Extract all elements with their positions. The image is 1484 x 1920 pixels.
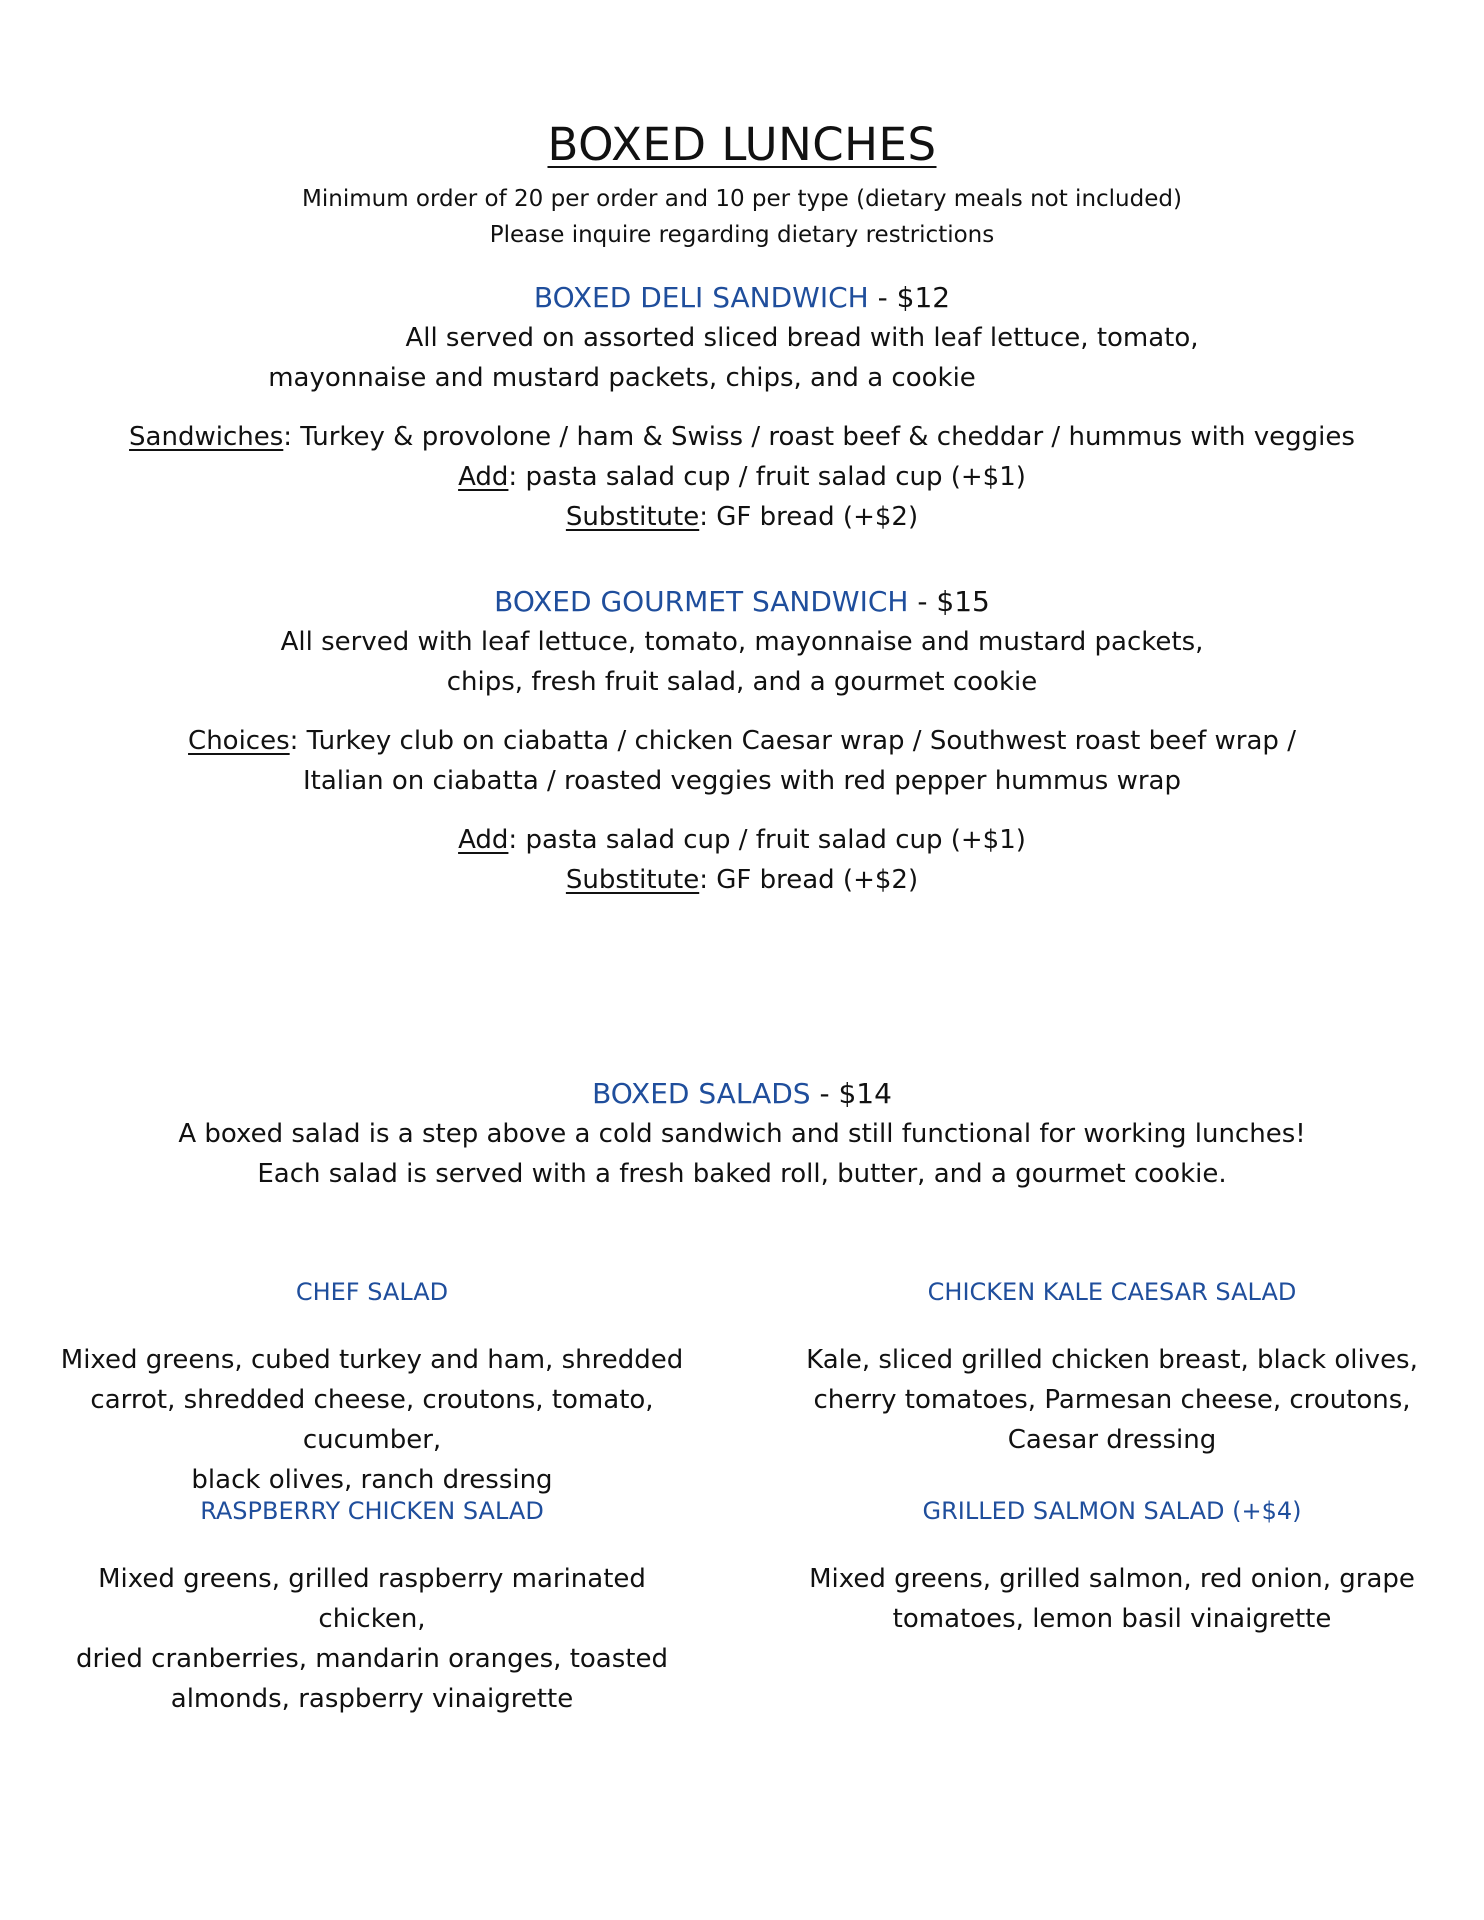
salad-description: [782, 1340, 1442, 1460]
gourmet-substitute-label: Substitute: [565, 865, 700, 895]
deli-price: - $12: [868, 281, 951, 314]
deli-description-line-2: mayonnaise and mustard packets, chips, and a cookie: [268, 363, 976, 393]
salad-description-line: Kale, sliced grilled chicken breast, black olives,: [806, 1345, 1418, 1375]
salads-price: - $14: [810, 1077, 892, 1110]
gourmet-choices-line-1: [0, 721, 1484, 761]
deli-substitute-text: : GF bread (+$2): [699, 502, 919, 532]
salad-item-chicken-kale-caesar: [782, 1278, 1442, 1460]
deli-substitute-line: [0, 497, 1484, 537]
choices-label: Choices: [188, 726, 290, 756]
deli-description-line-1: All served on assorted sliced bread with leaf lettuce, tomato,: [405, 323, 1199, 353]
salad-title: CHICKEN KALE CAESAR SALAD: [927, 1278, 1297, 1306]
salad-description: [42, 1559, 702, 1719]
gourmet-substitute-line: [0, 860, 1484, 900]
salad-title: CHEF SALAD: [295, 1278, 449, 1306]
gourmet-section-heading: [0, 585, 1484, 618]
salads-description-line-1: A boxed salad is a step above a cold sandwich and still functional for working lunches!: [178, 1119, 1306, 1149]
sandwiches-text: : Turkey & provolone / ham & Swiss / roast beef & cheddar / hummus with veggies: [283, 422, 1355, 452]
gourmet-description-line-2: chips, fresh fruit salad, and a gourmet cookie: [446, 667, 1038, 697]
gourmet-substitute-text: : GF bread (+$2): [699, 865, 919, 895]
salads-description-line-2: Each salad is served with a fresh baked roll, butter, and a gourmet cookie.: [257, 1159, 1227, 1189]
deli-name: BOXED DELI SANDWICH: [533, 281, 869, 314]
salad-item-grilled-salmon: [782, 1497, 1442, 1639]
minimum-order-note: Minimum order of 20 per order and 10 per type (dietary meals not included): [302, 186, 1182, 212]
salad-description-line: black olives, ranch dressing: [191, 1465, 553, 1495]
deli-add-text: : pasta salad cup / fruit salad cup (+$1): [508, 462, 1026, 492]
deli-add-label: Add: [458, 462, 509, 492]
gourmet-add-line: [0, 820, 1484, 860]
page-title: BOXED LUNCHES: [547, 118, 937, 171]
salad-description-line: Mixed greens, cubed turkey and ham, shredded: [60, 1345, 684, 1375]
salad-description-line: dried cranberries, mandarin oranges, toasted: [76, 1644, 668, 1674]
salad-item-raspberry-chicken: [42, 1497, 702, 1719]
salad-title: RASPBERRY CHICKEN SALAD: [200, 1497, 544, 1525]
gourmet-choices-line-2: Italian on ciabatta / roasted veggies with red pepper hummus wrap: [302, 766, 1181, 796]
choices-text-1: : Turkey club on ciabatta / chicken Caesar wrap / Southwest roast beef wrap /: [289, 726, 1296, 756]
salad-item-chef: [42, 1278, 702, 1500]
dietary-note: Please inquire regarding dietary restrictions: [489, 222, 995, 248]
gourmet-name: BOXED GOURMET SANDWICH: [494, 585, 909, 618]
salad-description: [782, 1559, 1442, 1639]
salad-description-line: carrot, shredded cheese, croutons, tomato, cucumber,: [90, 1385, 654, 1455]
deli-sandwiches-line: [0, 417, 1484, 457]
gourmet-price: - $15: [908, 585, 990, 618]
salad-description-line: Caesar dressing: [1007, 1425, 1217, 1455]
gourmet-add-text: : pasta salad cup / fruit salad cup (+$1): [508, 825, 1026, 855]
salad-description-line: almonds, raspberry vinaigrette: [170, 1684, 574, 1714]
salad-description: [42, 1340, 702, 1500]
salad-title: GRILLED SALMON SALAD (+$4): [922, 1497, 1302, 1525]
salads-name: BOXED SALADS: [592, 1077, 811, 1110]
sandwiches-label: Sandwiches: [129, 422, 284, 452]
salad-description-line: cherry tomatoes, Parmesan cheese, croutons,: [813, 1385, 1411, 1415]
deli-substitute-label: Substitute: [565, 502, 700, 532]
salads-section-heading: [0, 1077, 1484, 1110]
gourmet-description-line-1: All served with leaf lettuce, tomato, mayonnaise and mustard packets,: [280, 627, 1204, 657]
salad-description-line: tomatoes, lemon basil vinaigrette: [892, 1604, 1332, 1634]
deli-add-line: [0, 457, 1484, 497]
salad-description-line: Mixed greens, grilled salmon, red onion, grape: [809, 1564, 1415, 1594]
deli-section-heading: [0, 281, 1484, 314]
gourmet-add-label: Add: [458, 825, 509, 855]
salad-description-line: Mixed greens, grilled raspberry marinated chicken,: [98, 1564, 646, 1634]
